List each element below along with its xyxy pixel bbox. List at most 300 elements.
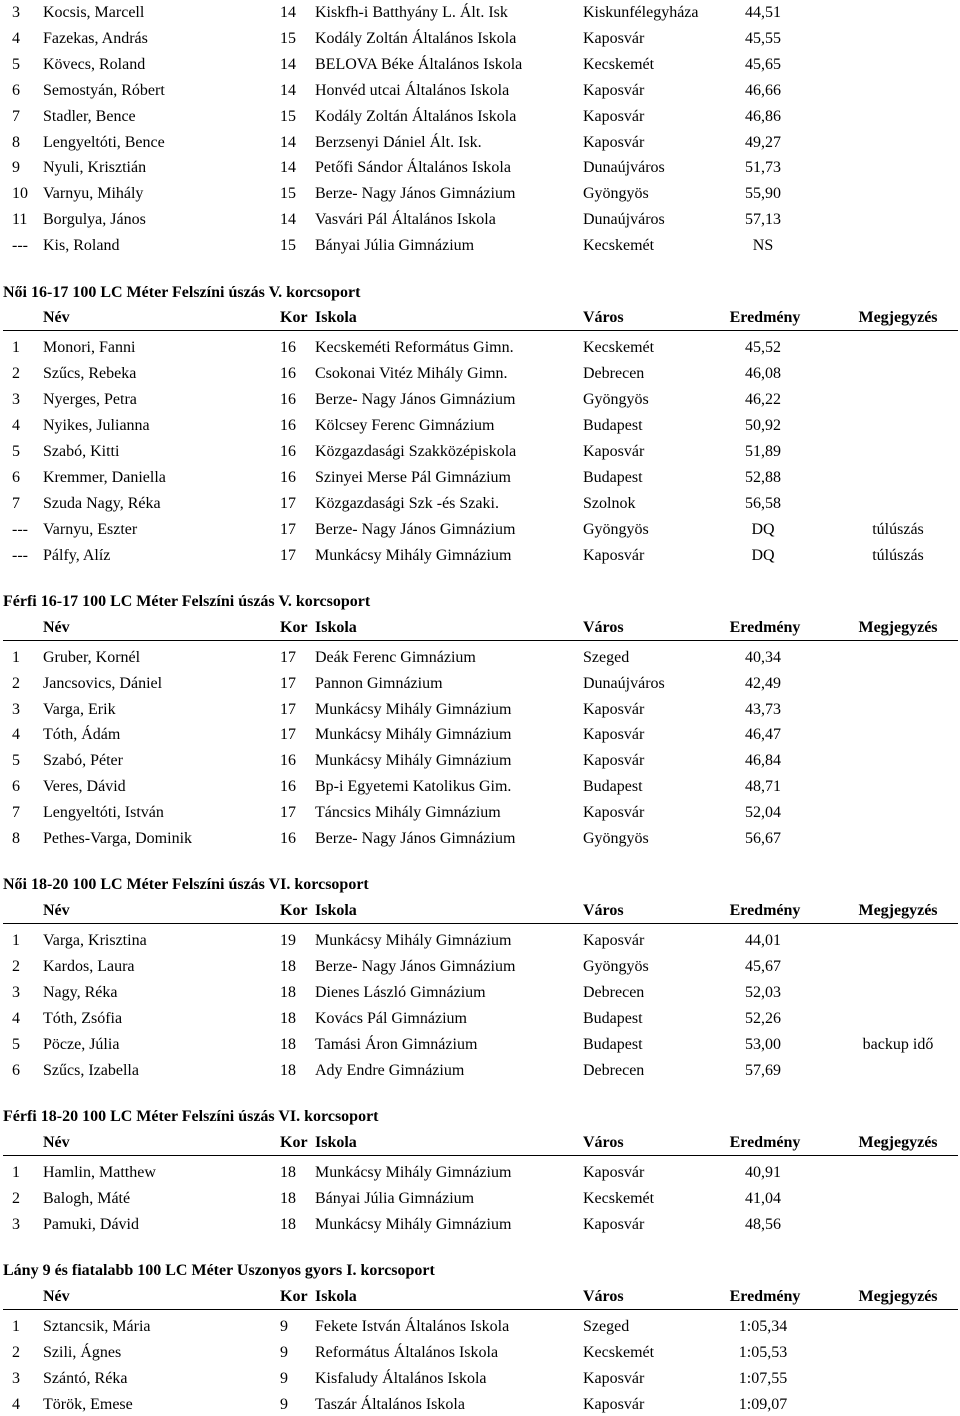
header-note: Megjegyzés [858, 618, 938, 636]
city-cell: Kecskemét [583, 237, 655, 255]
city-cell: Kaposvár [583, 442, 645, 460]
result-cell: 1:07,55 [738, 1369, 788, 1387]
age-cell: 17 [280, 648, 296, 666]
name-cell: Jancsovics, Dániel [43, 674, 163, 692]
city-cell: Gyöngyös [583, 185, 649, 203]
result-cell: 55,90 [745, 185, 781, 203]
age-cell: 16 [280, 339, 296, 357]
header-name: Név [43, 309, 70, 327]
city-cell: Kaposvár [583, 752, 645, 770]
city-cell: Dunaújváros [583, 674, 665, 692]
age-cell: 9 [280, 1395, 288, 1413]
event-title: Férfi 18-20 100 LC Méter Felszíni úszás VI. korcsoport [3, 1108, 379, 1126]
city-cell: Gyöngyös [583, 520, 649, 538]
header-city: Város [583, 309, 624, 327]
school-cell: Berze- Nagy János Gimnázium [315, 185, 516, 203]
place-cell: 2 [12, 365, 20, 383]
age-cell: 9 [280, 1369, 288, 1387]
result-cell: 57,13 [745, 211, 781, 229]
age-cell: 15 [280, 237, 296, 255]
column-header-row [0, 900, 960, 922]
city-cell: Kaposvár [583, 1163, 645, 1181]
name-cell: Fazekas, András [43, 29, 148, 47]
place-cell: 3 [12, 391, 20, 409]
result-row [0, 1188, 960, 1210]
name-cell: Szűcs, Izabella [43, 1061, 139, 1079]
result-row [0, 132, 960, 154]
city-cell: Kaposvár [583, 932, 645, 950]
age-cell: 15 [280, 185, 296, 203]
place-cell: 6 [12, 1061, 20, 1079]
header-city: Város [583, 1288, 624, 1305]
name-cell: Kocsis, Marcell [43, 4, 145, 21]
result-cell: 46,86 [745, 107, 781, 125]
header-name: Név [43, 1134, 70, 1151]
result-cell: 40,91 [745, 1163, 781, 1181]
result-cell: 46,22 [745, 391, 781, 409]
place-cell: 2 [12, 1189, 20, 1207]
city-cell: Gyöngyös [583, 958, 649, 976]
age-cell: 17 [280, 700, 296, 718]
name-cell: Varnyu, Mihály [43, 185, 144, 203]
header-result: Eredmény [729, 618, 801, 636]
city-cell: Gyöngyös [583, 391, 649, 409]
age-cell: 18 [280, 984, 296, 1001]
school-cell: Fekete István Általános Iskola [315, 1317, 510, 1335]
place-cell: 7 [12, 494, 20, 512]
city-cell: Szeged [583, 1317, 630, 1335]
header-note: Megjegyzés [858, 1288, 938, 1305]
result-row [0, 80, 960, 102]
name-cell: Veres, Dávid [43, 778, 126, 796]
note-cell: túlúszás [872, 520, 924, 538]
school-cell: Munkácsy Mihály Gimnázium [315, 932, 512, 950]
age-cell: 16 [280, 391, 296, 409]
age-cell: 16 [280, 442, 296, 460]
city-cell: Kaposvár [583, 726, 645, 744]
school-cell: Kecskeméti Református Gimn. [315, 339, 514, 357]
age-cell: 14 [280, 133, 296, 151]
city-cell: Budapest [583, 1035, 643, 1053]
header-school: Iskola [315, 902, 357, 920]
age-cell: 14 [280, 81, 296, 99]
place-cell: 6 [12, 468, 20, 486]
note-cell: backup idő [862, 1035, 934, 1053]
result-cell: 44,51 [745, 4, 781, 21]
place-cell: 2 [12, 958, 20, 976]
result-cell: 44,01 [745, 932, 781, 950]
result-cell: 50,92 [745, 417, 781, 434]
school-cell: Kodály Zoltán Általános Iskola [315, 107, 517, 125]
column-header-row [0, 307, 960, 329]
age-cell: 17 [280, 520, 296, 538]
school-cell: Vasvári Pál Általános Iskola [315, 211, 496, 229]
city-cell: Kaposvár [583, 133, 645, 151]
header-rule [3, 923, 958, 924]
age-cell: 17 [280, 726, 296, 744]
age-cell: 14 [280, 211, 296, 229]
result-row [0, 1316, 960, 1338]
result-cell: 53,00 [745, 1035, 781, 1053]
result-row [0, 2, 960, 24]
header-age: Kor [280, 902, 308, 920]
name-cell: Monori, Fanni [43, 339, 136, 357]
event-title: Női 16-17 100 LC Méter Felszíni úszás V. korcsoport [3, 283, 361, 301]
city-cell: Gyöngyös [583, 830, 649, 847]
place-cell: 6 [12, 81, 20, 99]
place-cell: 4 [12, 1009, 20, 1027]
result-cell: 45,67 [745, 958, 781, 976]
name-cell: Pethes-Varga, Dominik [43, 830, 193, 847]
result-row [0, 157, 960, 179]
name-cell: Varga, Erik [43, 700, 116, 718]
result-row [0, 750, 960, 772]
place-cell: 3 [12, 984, 20, 1001]
age-cell: 18 [280, 1215, 296, 1233]
name-cell: Szabó, Péter [43, 752, 123, 770]
name-cell: Semostyán, Róbert [43, 81, 165, 99]
result-row [0, 235, 960, 257]
name-cell: Stadler, Bence [43, 107, 136, 125]
result-cell: 52,26 [745, 1009, 781, 1027]
result-row [0, 209, 960, 231]
header-age: Kor [280, 1134, 308, 1151]
header-note: Megjegyzés [858, 902, 938, 920]
place-cell: --- [12, 237, 28, 255]
school-cell: Tamási Áron Gimnázium [315, 1035, 478, 1053]
place-cell: 5 [12, 1035, 20, 1053]
result-row [0, 647, 960, 669]
result-cell: 45,52 [745, 339, 781, 357]
header-result: Eredmény [729, 902, 801, 920]
age-cell: 9 [280, 1343, 288, 1361]
age-cell: 14 [280, 55, 296, 73]
place-cell: 3 [12, 1215, 20, 1233]
school-cell: Dienes László Gimnázium [315, 984, 486, 1001]
place-cell: 2 [12, 674, 20, 692]
city-cell: Kaposvár [583, 1215, 645, 1233]
result-cell: 51,73 [745, 159, 781, 177]
place-cell: 11 [12, 211, 28, 229]
place-cell: 5 [12, 55, 20, 73]
school-cell: Közgazdasági Szakközépiskola [315, 442, 517, 460]
header-result: Eredmény [729, 309, 801, 327]
header-result: Eredmény [729, 1134, 801, 1151]
city-cell: Kecskemét [583, 1189, 655, 1207]
result-cell: 1:09,07 [738, 1395, 788, 1413]
age-cell: 18 [280, 1035, 296, 1053]
result-row [0, 545, 960, 567]
result-cell: 1:05,34 [738, 1317, 788, 1335]
result-cell: DQ [751, 520, 775, 538]
result-row [0, 930, 960, 952]
header-result: Eredmény [729, 1288, 801, 1305]
city-cell: Kecskemét [583, 55, 655, 73]
city-cell: Kiskunfélegyháza [583, 4, 699, 21]
school-cell: Táncsics Mihály Gimnázium [315, 804, 501, 822]
name-cell: Varnyu, Eszter [43, 520, 138, 538]
school-cell: Kisfaludy Általános Iskola [315, 1369, 487, 1387]
age-cell: 18 [280, 1009, 296, 1027]
header-rule [3, 1155, 958, 1156]
city-cell: Kaposvár [583, 1395, 645, 1413]
age-cell: 15 [280, 107, 296, 125]
column-header-row [0, 1132, 960, 1154]
school-cell: Deák Ferenc Gimnázium [315, 648, 476, 666]
result-cell: 46,08 [745, 365, 781, 383]
event-title: Lány 9 és fiatalabb 100 LC Méter Uszonyos gyors I. korcsoport [3, 1262, 435, 1280]
result-row [0, 1342, 960, 1364]
result-cell: 40,34 [745, 648, 781, 666]
city-cell: Kaposvár [583, 107, 645, 125]
city-cell: Kecskemét [583, 339, 655, 357]
note-cell: túlúszás [872, 546, 924, 564]
header-age: Kor [280, 309, 308, 327]
name-cell: Szili, Ágnes [43, 1343, 122, 1361]
city-cell: Kaposvár [583, 1369, 645, 1387]
result-cell: DQ [751, 546, 775, 564]
header-city: Város [583, 618, 624, 636]
city-cell: Szolnok [583, 494, 636, 512]
header-school: Iskola [315, 309, 357, 327]
school-cell: Bányai Júlia Gimnázium [315, 1189, 475, 1207]
school-cell: BELOVA Béke Általános Iskola [315, 55, 523, 73]
city-cell: Kaposvár [583, 700, 645, 718]
result-cell: 51,89 [745, 442, 781, 460]
school-cell: Szinyei Merse Pál Gimnázium [315, 468, 511, 486]
school-cell: Bányai Júlia Gimnázium [315, 237, 475, 255]
result-row [0, 1368, 960, 1390]
result-cell: NS [752, 237, 774, 255]
name-cell: Tóth, Ádám [43, 726, 121, 744]
city-cell: Kaposvár [583, 81, 645, 99]
header-school: Iskola [315, 1288, 357, 1305]
name-cell: Pöcze, Júlia [43, 1035, 120, 1053]
name-cell: Hamlin, Matthew [43, 1163, 156, 1181]
result-row [0, 389, 960, 411]
place-cell: 1 [12, 1163, 20, 1181]
event-title: Férfi 16-17 100 LC Méter Felszíni úszás V. korcsoport [3, 592, 371, 610]
city-cell: Debrecen [583, 1061, 645, 1079]
age-cell: 17 [280, 674, 296, 692]
place-cell: 5 [12, 442, 20, 460]
place-cell: 4 [12, 417, 20, 434]
name-cell: Pamuki, Dávid [43, 1215, 139, 1233]
school-cell: Ady Endre Gimnázium [315, 1061, 465, 1079]
age-cell: 18 [280, 1061, 296, 1079]
header-name: Név [43, 1288, 70, 1305]
name-cell: Kremmer, Daniella [43, 468, 166, 486]
result-row [0, 982, 960, 1004]
age-cell: 18 [280, 958, 296, 976]
school-cell: Berzsenyi Dániel Ált. Isk. [315, 133, 482, 151]
place-cell: 10 [12, 185, 28, 203]
age-cell: 16 [280, 752, 296, 770]
result-cell: 56,67 [745, 830, 781, 847]
age-cell: 19 [280, 932, 296, 950]
header-note: Megjegyzés [858, 309, 938, 327]
name-cell: Sztancsik, Mária [43, 1317, 151, 1335]
result-row [0, 54, 960, 76]
city-cell: Dunaújváros [583, 159, 665, 177]
age-cell: 16 [280, 417, 296, 434]
school-cell: Petőfi Sándor Általános Iskola [315, 159, 511, 177]
place-cell: 8 [12, 133, 20, 151]
school-cell: Honvéd utcai Általános Iskola [315, 81, 510, 99]
result-row [0, 802, 960, 824]
result-row [0, 828, 960, 850]
place-cell: --- [12, 520, 28, 538]
result-row [0, 1060, 960, 1082]
result-row [0, 673, 960, 695]
place-cell: 6 [12, 778, 20, 796]
school-cell: Bp-i Egyetemi Katolikus Gim. [315, 778, 512, 796]
city-cell: Budapest [583, 778, 643, 796]
result-row [0, 183, 960, 205]
result-cell: 42,49 [745, 674, 781, 692]
place-cell: 1 [12, 339, 20, 357]
name-cell: Szuda Nagy, Réka [43, 494, 161, 512]
name-cell: Lengyeltóti, Bence [43, 133, 165, 151]
age-cell: 17 [280, 546, 296, 564]
header-note: Megjegyzés [858, 1134, 938, 1151]
place-cell: 7 [12, 804, 20, 822]
result-row [0, 28, 960, 50]
place-cell: 4 [12, 1395, 20, 1413]
result-cell: 52,03 [745, 984, 781, 1001]
age-cell: 9 [280, 1317, 288, 1335]
name-cell: Nyikes, Julianna [43, 417, 150, 434]
school-cell: Kölcsey Ferenc Gimnázium [315, 417, 495, 434]
header-school: Iskola [315, 1134, 357, 1151]
result-cell: 46,66 [745, 81, 781, 99]
place-cell: 1 [12, 932, 20, 950]
result-row [0, 699, 960, 721]
city-cell: Kaposvár [583, 29, 645, 47]
result-row [0, 724, 960, 746]
result-row [0, 363, 960, 385]
result-row [0, 106, 960, 128]
header-rule [3, 330, 958, 331]
result-row [0, 519, 960, 541]
school-cell: Református Általános Iskola [315, 1343, 499, 1361]
result-row [0, 1394, 960, 1416]
result-row [0, 956, 960, 978]
place-cell: 3 [12, 1369, 20, 1387]
age-cell: 18 [280, 1163, 296, 1181]
column-header-row [0, 617, 960, 639]
school-cell: Munkácsy Mihály Gimnázium [315, 1163, 512, 1181]
name-cell: Kis, Roland [43, 237, 120, 255]
name-cell: Szántó, Réka [43, 1369, 128, 1387]
city-cell: Budapest [583, 417, 643, 434]
name-cell: Pálfy, Alíz [43, 546, 111, 564]
age-cell: 14 [280, 4, 296, 21]
header-school: Iskola [315, 618, 357, 636]
place-cell: 3 [12, 700, 20, 718]
city-cell: Kecskemét [583, 1343, 655, 1361]
name-cell: Nagy, Réka [43, 984, 118, 1001]
result-row [0, 1162, 960, 1184]
city-cell: Debrecen [583, 984, 645, 1001]
place-cell: 4 [12, 726, 20, 744]
result-cell: 41,04 [745, 1189, 781, 1207]
place-cell: 4 [12, 29, 20, 47]
result-row [0, 493, 960, 515]
header-city: Város [583, 902, 624, 920]
result-cell: 46,84 [745, 752, 781, 770]
result-cell: 48,71 [745, 778, 781, 796]
age-cell: 18 [280, 1189, 296, 1207]
result-row [0, 1034, 960, 1056]
school-cell: Munkácsy Mihály Gimnázium [315, 726, 512, 744]
city-cell: Debrecen [583, 365, 645, 383]
place-cell: 1 [12, 1317, 20, 1335]
name-cell: Nyerges, Petra [43, 391, 137, 409]
school-cell: Közgazdasági Szk -és Szaki. [315, 494, 499, 512]
result-row [0, 467, 960, 489]
school-cell: Taszár Általános Iskola [315, 1395, 465, 1413]
city-cell: Budapest [583, 468, 643, 486]
name-cell: Borgulya, János [43, 211, 146, 229]
place-cell: 3 [12, 4, 20, 21]
name-cell: Gruber, Kornél [43, 648, 141, 666]
header-name: Név [43, 618, 70, 636]
name-cell: Kardos, Laura [43, 958, 135, 976]
school-cell: Berze- Nagy János Gimnázium [315, 830, 516, 847]
result-row [0, 415, 960, 437]
name-cell: Kövecs, Roland [43, 55, 146, 73]
result-cell: 43,73 [745, 700, 781, 718]
result-cell: 57,69 [745, 1061, 781, 1079]
school-cell: Berze- Nagy János Gimnázium [315, 391, 516, 409]
school-cell: Munkácsy Mihály Gimnázium [315, 1215, 512, 1233]
result-row [0, 776, 960, 798]
school-cell: Kovács Pál Gimnázium [315, 1009, 467, 1027]
age-cell: 14 [280, 159, 296, 177]
city-cell: Dunaújváros [583, 211, 665, 229]
result-row [0, 337, 960, 359]
name-cell: Balogh, Máté [43, 1189, 131, 1207]
school-cell: Pannon Gimnázium [315, 674, 443, 692]
header-city: Város [583, 1134, 624, 1151]
school-cell: Berze- Nagy János Gimnázium [315, 958, 516, 976]
age-cell: 16 [280, 830, 296, 847]
school-cell: Kiskfh-i Batthyány L. Ált. Isk [315, 4, 508, 21]
school-cell: Csokonai Vitéz Mihály Gimn. [315, 365, 508, 383]
result-cell: 52,04 [745, 804, 781, 822]
result-row [0, 1008, 960, 1030]
school-cell: Munkácsy Mihály Gimnázium [315, 546, 512, 564]
name-cell: Tóth, Zsófia [43, 1009, 123, 1027]
name-cell: Török, Emese [43, 1395, 133, 1413]
header-rule [3, 1309, 958, 1310]
event-title: Női 18-20 100 LC Méter Felszíni úszás VI. korcsoport [3, 876, 369, 894]
result-cell: 45,55 [745, 29, 781, 47]
name-cell: Szabó, Kitti [43, 442, 120, 460]
result-cell: 49,27 [745, 133, 781, 151]
result-cell: 1:05,53 [738, 1343, 788, 1361]
age-cell: 17 [280, 494, 296, 512]
name-cell: Szűcs, Rebeka [43, 365, 137, 383]
age-cell: 16 [280, 778, 296, 796]
name-cell: Nyuli, Krisztián [43, 159, 147, 177]
age-cell: 16 [280, 468, 296, 486]
place-cell: 8 [12, 830, 20, 847]
place-cell: 2 [12, 1343, 20, 1361]
city-cell: Kaposvár [583, 546, 645, 564]
city-cell: Kaposvár [583, 804, 645, 822]
